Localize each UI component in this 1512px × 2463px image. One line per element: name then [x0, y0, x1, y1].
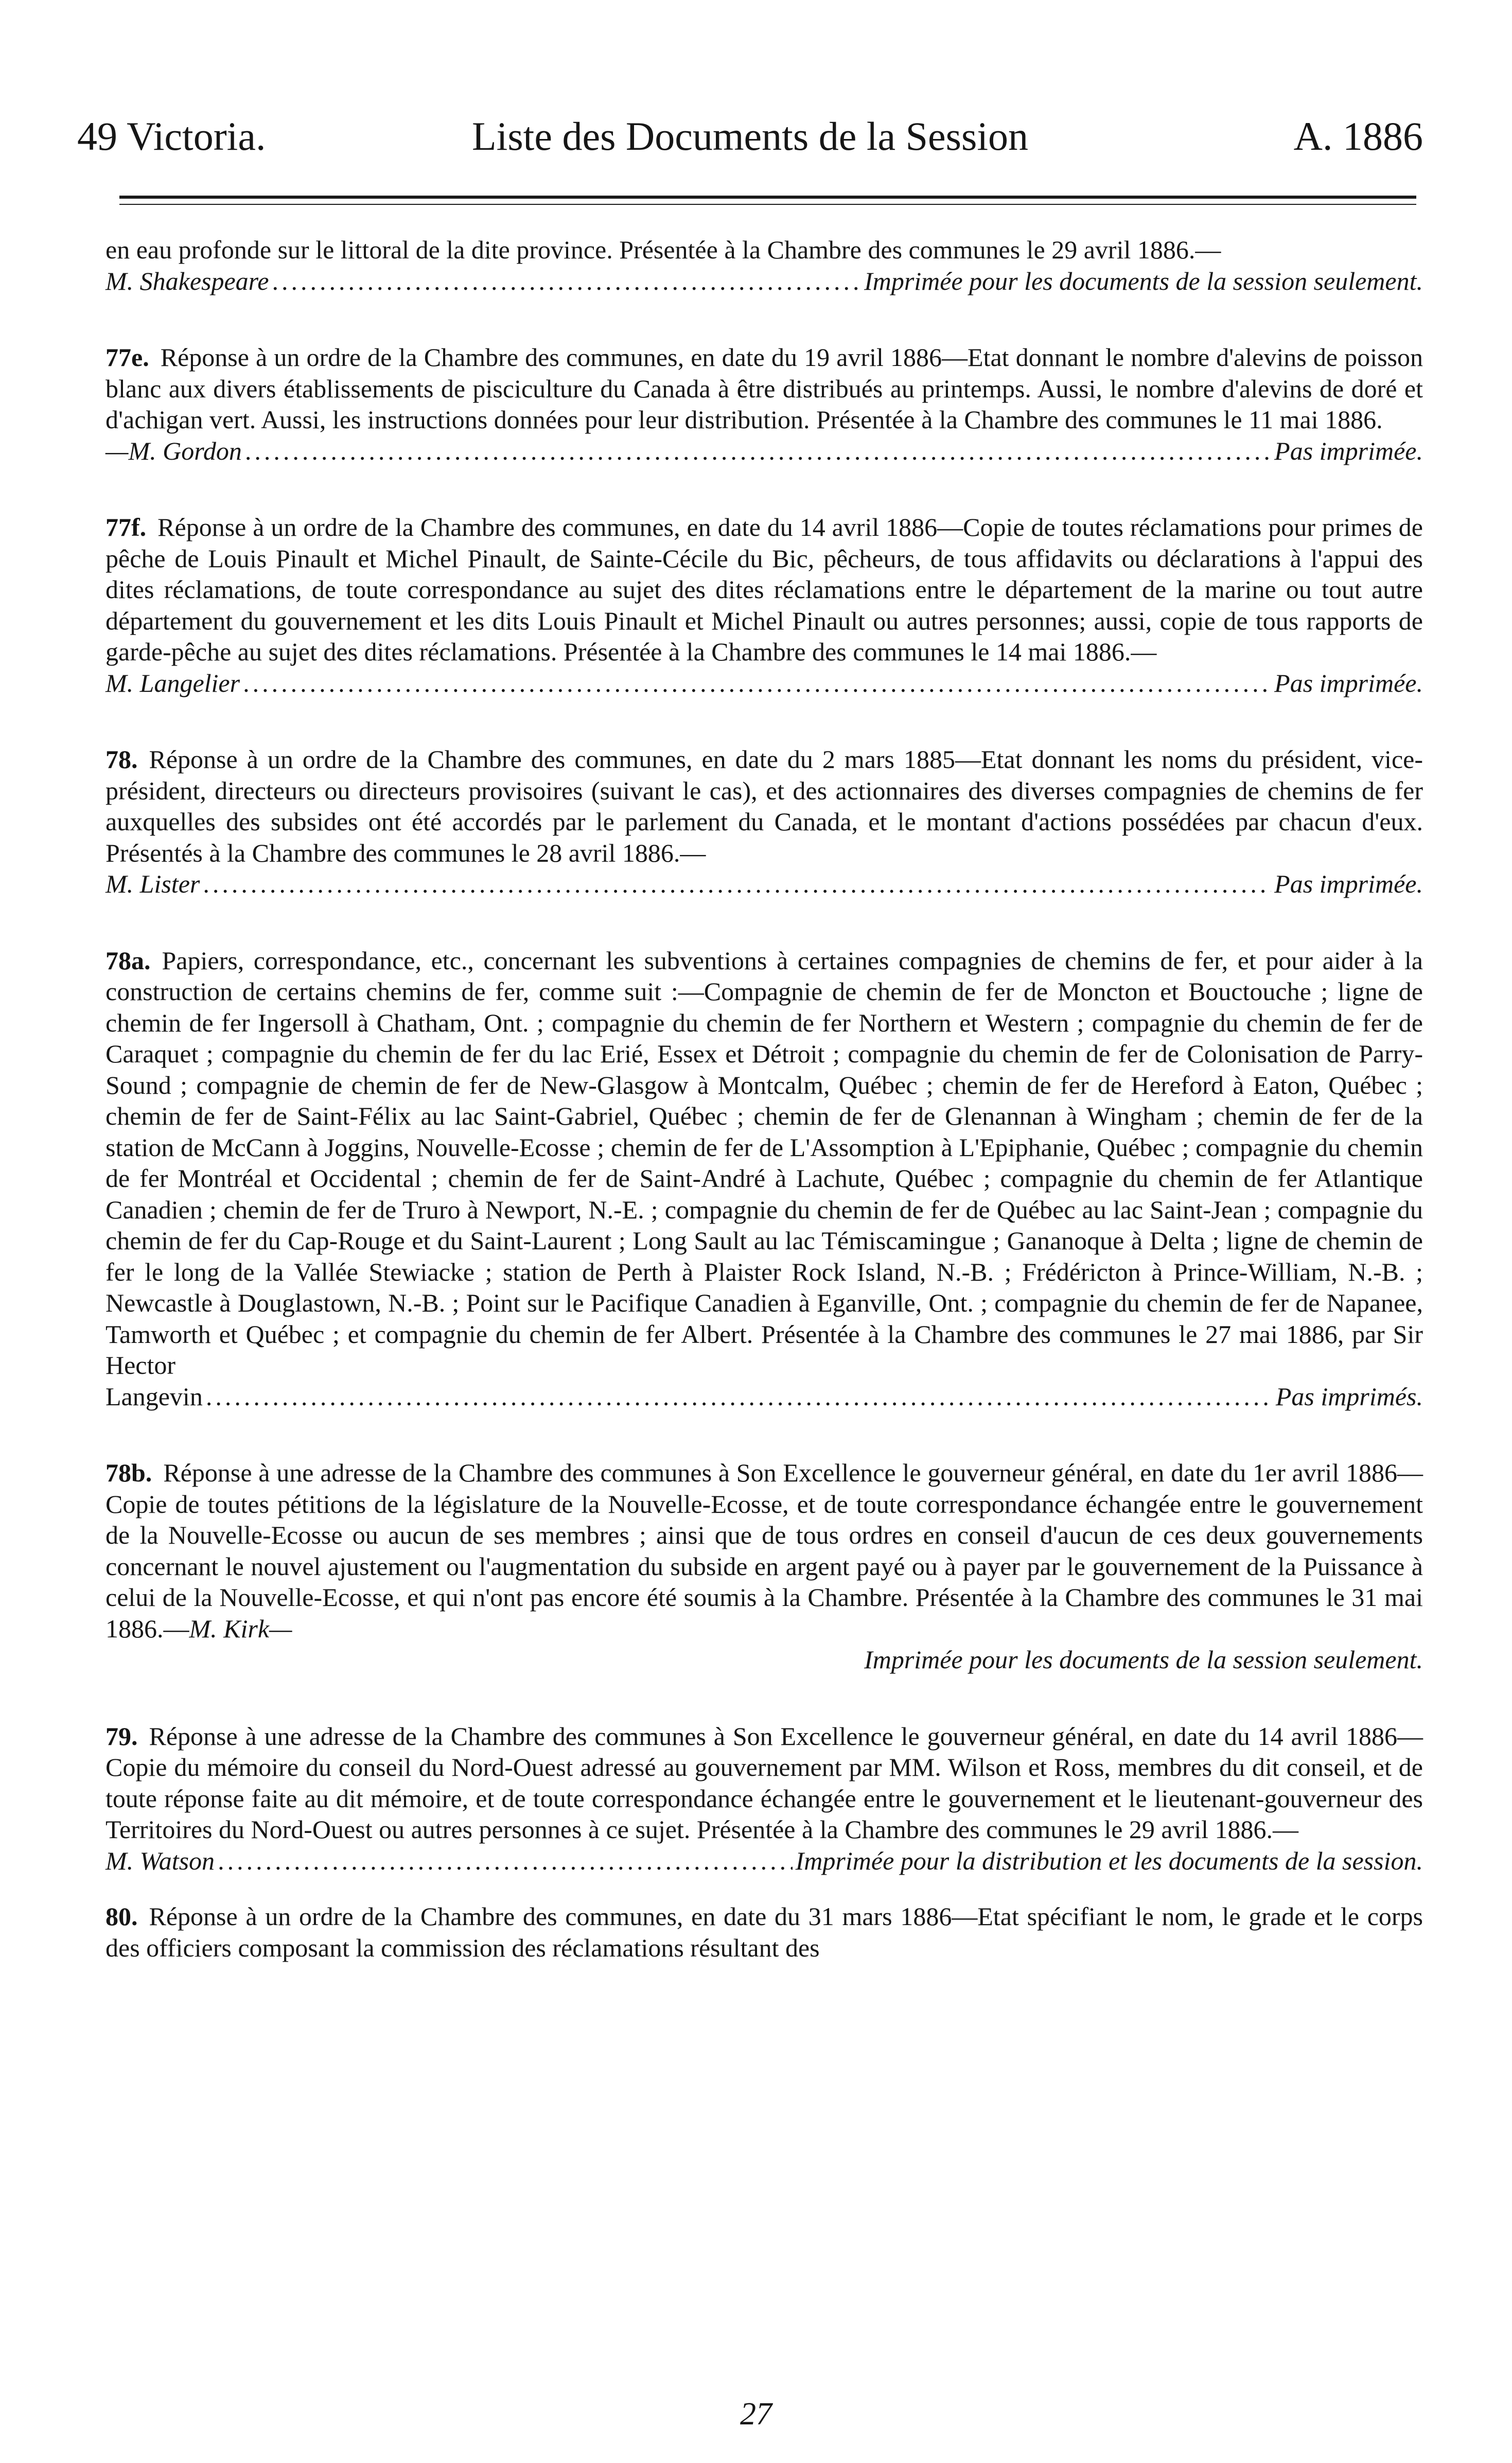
entry-text: Réponse à un ordre de la Chambre des communes, en date du 2 mars 1885—Etat donnant les noms du président, vice-président, directeurs ou directeurs provisoires (suivant le cas), et des actionnaires des diverses compagnies de chemins de fer auxquelles des subsides ont été accordés par le parlement du Canada, et le montant d'actions possédées par chacun d'eux. Présentés à la Chambre des communes le 28 avril 1886.— — [106, 745, 1423, 867]
entry-text: Réponse à une adresse de la Chambre des communes à Son Excellence le gouverneur général, en date du 14 avril 1886—Copie du mémoire du conseil du Nord-Ouest adressé au gouvernement par MM. Wilson et Ross, membres du dit conseil, et de toute réponse faite au dit mémoire, et de toute correspondance échangée entre le gouvernement et le lieutenant-gouverneur des Territoires du Nord-Ouest ou autres personnes à ce sujet. Présentée à la Chambre des communes le 29 avril 1886.— — [106, 1721, 1423, 1844]
header-rule-thick — [119, 196, 1416, 199]
entry-mover: —M. Gordon — [106, 436, 242, 465]
entry-status: Pas imprimée. — [1274, 436, 1423, 465]
leader-dots — [218, 1845, 793, 1877]
entry-status: Pas imprimée. — [1274, 869, 1423, 898]
header-title: Liste des Documents de la Session — [472, 114, 1028, 159]
entry-number: 78a. — [106, 946, 151, 975]
entry-number: 78. — [106, 745, 138, 774]
entry-status-line — [106, 668, 1423, 699]
entry-text: Réponse à un ordre de la Chambre des communes, en date du 31 mars 1886—Etat spécifiant le nom, le grade et le corps des officiers composant la commission des réclamations résultant des — [106, 1902, 1423, 1962]
entry-status-line — [106, 435, 1423, 467]
list-item — [106, 512, 1423, 698]
leader-dots — [272, 266, 861, 297]
page-number: 27 — [740, 2397, 772, 2432]
leader-dots — [245, 435, 1271, 467]
entry-mover: M. Kirk— — [189, 1614, 292, 1643]
entry-number: 79. — [106, 1721, 138, 1751]
running-header — [77, 106, 1423, 167]
entry-mover: M. Langelier — [106, 668, 240, 697]
entry-mover: M. Watson — [106, 1846, 215, 1875]
entry-text: Papiers, correspondance, etc., concernant les subventions à certaines compagnies de chemins de fer, et pour aider à la construction de certains chemins de fer, comme suit :—Compagnie de chemin de fer de Moncton et Bouctouche ; ligne de chemin de fer Ingersoll à Chatham, Ont. ; compagnie du chemin de fer Northern et Western ; compagnie du chemin de fer de Caraquet ; compagnie du chemin de fer du lac Erié, Essex et Détroit ; compagnie du chemin de fer de Colonisation de Parry-Sound ; compagnie de chemin de fer de New-Glasgow à Montcalm, Québec ; chemin de fer de Hereford à Eaton, Québec ; chemin de fer de Saint-Félix au lac Saint-Gabriel, Québec ; chemin de fer de Glenannan à Wingham ; chemin de fer de la station de McCann à Joggins, Nouvelle-Ecosse ; chemin de fer de L'Assomption à L'Epiphanie, Québec ; compagnie du chemin de fer Montréal et Occidental ; chemin de fer de Saint-André à Lachute, Québec ; compagnie du chemin de fer Atlantique Canadien ; chemin de fer de Truro à Newport, N.-E. ; compagnie du chemin de fer de Québec au lac Saint-Jean ; compagnie du chemin de fer du Cap-Rouge et du Saint-Laurent ; Long Sault au lac Témiscamingue ; Gananoque à Delta ; ligne de chemin de fer le long de la Vallée Stewiacke ; station de Perth à Plaister Rock Island, N.-B. ; Frédéricton à Prince-William, N.-B. ; Newcastle à Douglastown, N.-B. ; Point sur le Pacifique Canadien à Eganville, Ont. ; compagnie du chemin de fer de Napanee, Tamworth et Québec ; et compagnie du chemin de fer Albert. Présentée à la Chambre des communes le 27 mai 1886, par Sir Hector — [106, 946, 1423, 1379]
entry-text: Réponse à un ordre de la Chambre des communes, en date du 19 avril 1886—Etat donnant le nombre d'alevins de poisson blanc aux divers établissements de pisciculture du Canada à être distribués au printemps. Aussi, le nombre d'alevins de doré et d'achigan vert. Aussi, les instructions données pour leur distribution. Présentée à la Chambre des communes le 11 mai 1886. — [106, 343, 1423, 434]
list-item — [106, 234, 1423, 296]
entry-status: Imprimée pour les documents de la session seulement. — [864, 266, 1423, 295]
header-year: A. 1886 — [1293, 114, 1423, 159]
entry-status-line — [106, 1845, 1423, 1877]
list-item — [106, 1721, 1423, 1877]
entry-mover: M. Lister — [106, 869, 200, 898]
entry-status: Imprimée pour la distribution et les documents de la session. — [795, 1846, 1423, 1875]
document-list — [106, 234, 1423, 1963]
entry-number: 77f. — [106, 513, 147, 541]
entry-status-line — [106, 868, 1423, 900]
entry-status: Imprimée pour les documents de la session seulement. — [864, 1645, 1423, 1674]
entry-mover: M. Shakespeare — [106, 266, 269, 295]
list-item — [106, 744, 1423, 900]
entry-text: Réponse à une adresse de la Chambre des communes à Son Excellence le gouverneur général, en date du 1er avril 1886—Copie de toutes pétitions de la législature de la Nouvelle-Ecosse, et de toute correspondance échangée entre le gouvernement de la Nouvelle-Ecosse ou aucun de ses membres ; ainsi que de tous ordres en conseil d'aucun de ces deux gouvernements concernant le nouvel ajustement ou l'augmentation du subside en argent payé ou à payer par le gouvernement de la Puissance à celui de la Nouvelle-Ecosse, et qui n'ont pas encore été soumis à la Chambre. Présentée à la Chambre des communes le 31 mai 1886.— — [106, 1458, 1423, 1643]
entry-status: Pas imprimés. — [1275, 1382, 1423, 1411]
header-regnal-year: 49 Victoria. — [77, 114, 266, 159]
entry-status-line — [106, 1381, 1423, 1412]
entry-status-line — [106, 266, 1423, 297]
list-item — [106, 945, 1423, 1412]
list-item — [106, 1901, 1423, 1963]
entry-number: 78b. — [106, 1458, 152, 1487]
leader-dots — [243, 668, 1271, 699]
entry-text: en eau profonde sur le littoral de la dite province. Présentée à la Chambre des communes le 29 avril 1886.— — [106, 235, 1221, 264]
entry-text: Réponse à un ordre de la Chambre des communes, en date du 14 avril 1886—Copie de toutes réclamations pour primes de pêche de Louis Pinault et Michel Pinault, de Sainte-Cécile du Bic, pêcheurs, de tous affidavits ou déclarations à l'appui des dites réclamations, de toute correspondance au sujet des dites réclamations entre le département de la marine ou tout autre département du gouvernement et les dits Louis Pinault et Michel Pinault ou autres personnes; aussi, copie de tous rapports de garde-pêche au sujet des dites réclamations. Présentée à la Chambre des communes le 14 mai 1886.— — [106, 513, 1423, 666]
entry-number: 80. — [106, 1902, 138, 1931]
leader-dots — [203, 868, 1271, 900]
leader-dots — [206, 1381, 1273, 1412]
entry-status: Pas imprimée. — [1274, 668, 1423, 697]
entry-mover: Langevin — [106, 1382, 203, 1411]
list-item — [106, 342, 1423, 466]
entry-number: 77e. — [106, 343, 149, 372]
header-rule-thin — [119, 204, 1416, 205]
list-item — [106, 1457, 1423, 1675]
